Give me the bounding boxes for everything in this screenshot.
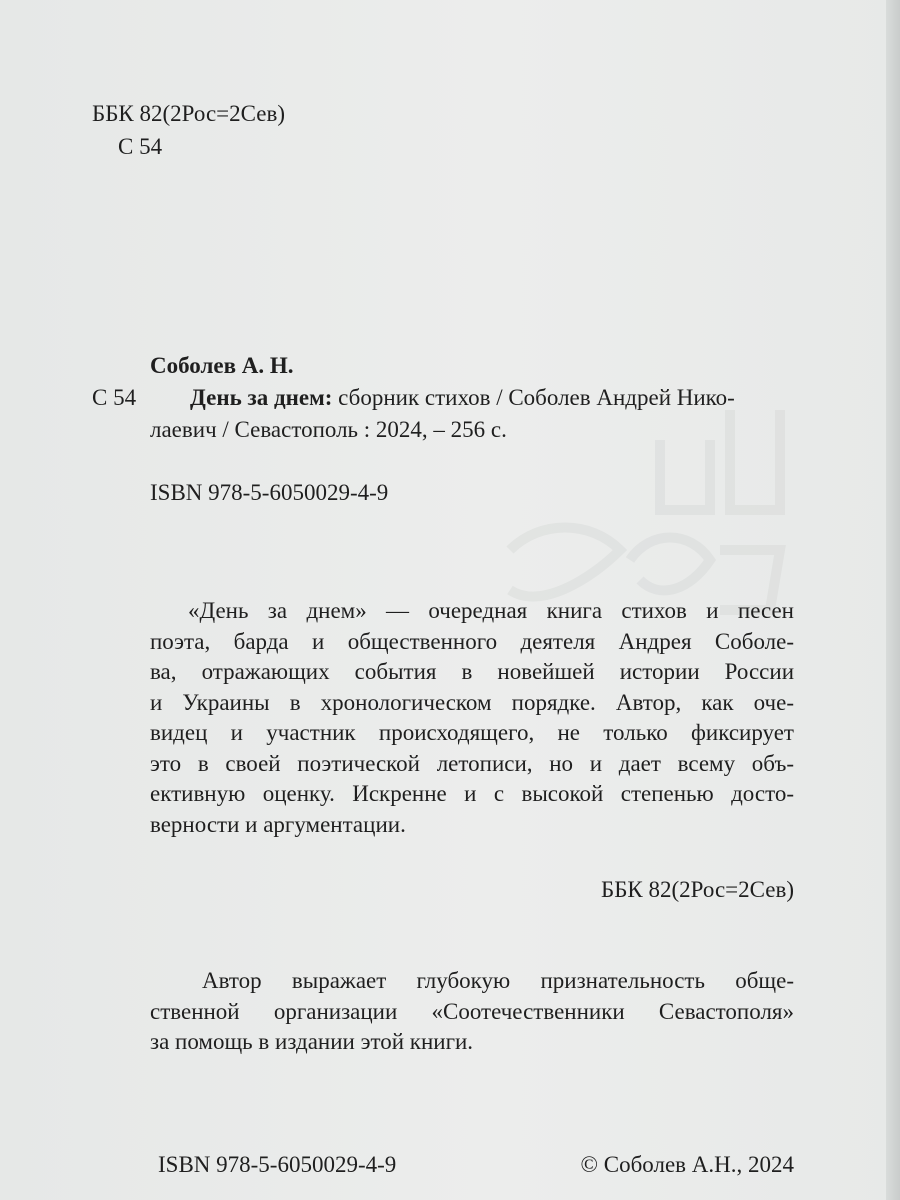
bbk-code-top: ББК 82(2Рос=2Сев) [92, 101, 285, 126]
entry-line-1-rest: сборник стихов / Соболев Андрей Нико- [332, 385, 735, 410]
annotation-line-5: видец и участник происходящего, не только фиксирует [150, 720, 794, 745]
footer-copyright: © Соболев А.Н., 2024 [580, 1152, 794, 1177]
annotation-paragraph [150, 596, 794, 840]
annotation-line-6: это в своей поэтической летописи, но и дает всему объ- [150, 750, 794, 776]
page-edge [886, 0, 900, 1200]
entry-line-2: лаевич / Севастополь : 2024, – 256 с. [150, 417, 507, 442]
annotation-line-8: верности и аргументации. [150, 811, 406, 837]
acknowledgement-paragraph [150, 966, 794, 1058]
acknowledgement-line-3: за помощь в издании этой книги. [150, 1029, 474, 1054]
acknowledgement-line-2: ственной организации «Соотечественники Севастополя» [150, 998, 794, 1024]
entry-line-1 [190, 384, 735, 412]
acknowledgement-line-1: Автор выражает глубокую признательность обще- [202, 968, 794, 993]
footer-isbn: ISBN 978-5-6050029-4-9 [158, 1152, 397, 1177]
annotation-line-4: и Украины в хронологическом порядке. Автор, как оче- [150, 689, 794, 715]
author-heading: Соболев А. Н. [150, 353, 294, 378]
author-mark: С 54 [92, 385, 137, 410]
annotation-line-2: поэта, барда и общественного деятеля Андрея Соболе- [150, 628, 794, 654]
annotation-line-7: ективную оценку. Искренне и с высокой степенью досто- [150, 781, 794, 806]
annotation-line-1: «День за днем» — очередная книга стихов и песен [188, 598, 794, 623]
entry-isbn: ISBN 978-5-6050029-4-9 [150, 480, 389, 505]
author-mark-top: С 54 [118, 134, 163, 159]
book-title: День за днем: [190, 385, 333, 410]
annotation-line-3: ва, отражающих события в новейшей истории России [150, 659, 794, 684]
annotation-bbk: ББК 82(2Рос=2Сев) [601, 877, 794, 902]
